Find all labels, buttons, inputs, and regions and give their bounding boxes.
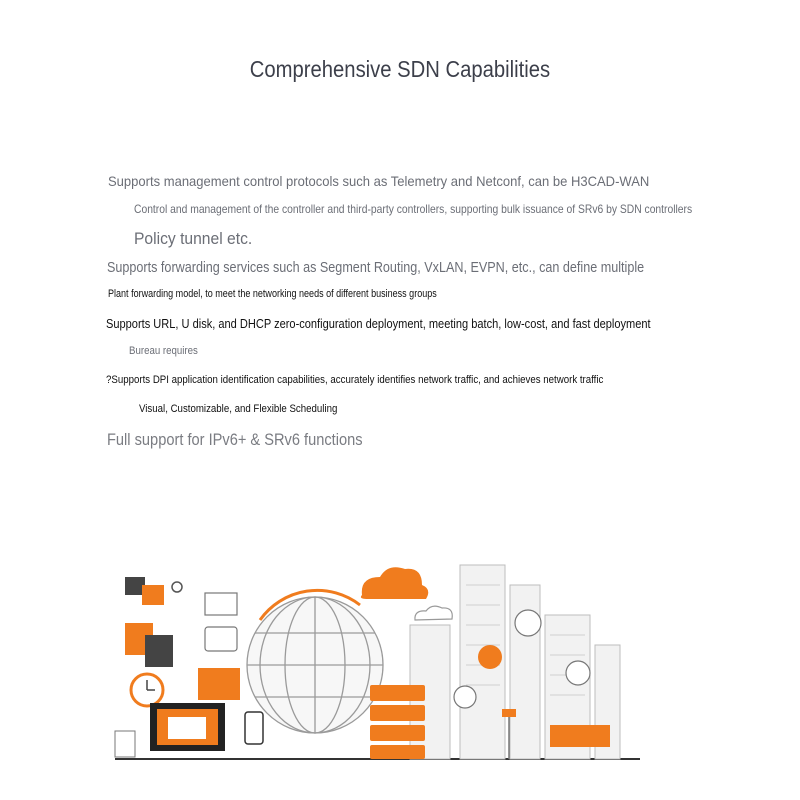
network-illustration bbox=[110, 555, 650, 770]
cloud-icon bbox=[361, 567, 428, 599]
capability-line-5: Plant forwarding model, to meet the networking needs of different business groups bbox=[108, 288, 437, 300]
printer-icon bbox=[205, 627, 237, 651]
laptop-icon bbox=[115, 703, 225, 757]
cloud-outline-icon bbox=[415, 606, 452, 620]
capability-line-2: Control and management of the controller and third-party controllers, supporting bulk issuance of SRv6 by SDN controllers bbox=[134, 202, 693, 216]
device-box-icon bbox=[550, 725, 610, 747]
capability-line-3: Policy tunnel etc. bbox=[134, 229, 253, 248]
page-title: Comprehensive SDN Capabilities bbox=[249, 56, 551, 82]
chat-icon bbox=[205, 593, 237, 615]
folder-icon bbox=[142, 585, 164, 605]
share-icon bbox=[454, 686, 476, 708]
capability-line-1: Supports management control protocols such as Telemetry and Netconf, can be H3CAD-WAN bbox=[108, 173, 650, 189]
capability-line-7: Bureau requires bbox=[129, 345, 198, 357]
mail-icon bbox=[478, 645, 502, 669]
capability-line-10: Full support for IPv6+ & SRv6 functions bbox=[107, 430, 363, 449]
ellipsis-bubble-icon bbox=[515, 610, 541, 636]
chart-bubble-icon bbox=[566, 661, 590, 685]
capability-line-4: Supports forwarding services such as Segment Routing, VxLAN, EVPN, etc., can define multiple bbox=[107, 259, 645, 276]
globe-icon bbox=[247, 597, 383, 733]
message-icon bbox=[198, 668, 240, 700]
phone-icon bbox=[245, 712, 263, 744]
capability-line-9: Visual, Customizable, and Flexible Scheduling bbox=[139, 403, 338, 415]
capability-line-6: Supports URL, U disk, and DHCP zero-configuration deployment, meeting batch, low-cost, and fast deployment bbox=[106, 316, 651, 331]
capability-line-8: ?Supports DPI application identification capabilities, accurately identifies network traffic, and achieves network traffic bbox=[106, 374, 604, 386]
